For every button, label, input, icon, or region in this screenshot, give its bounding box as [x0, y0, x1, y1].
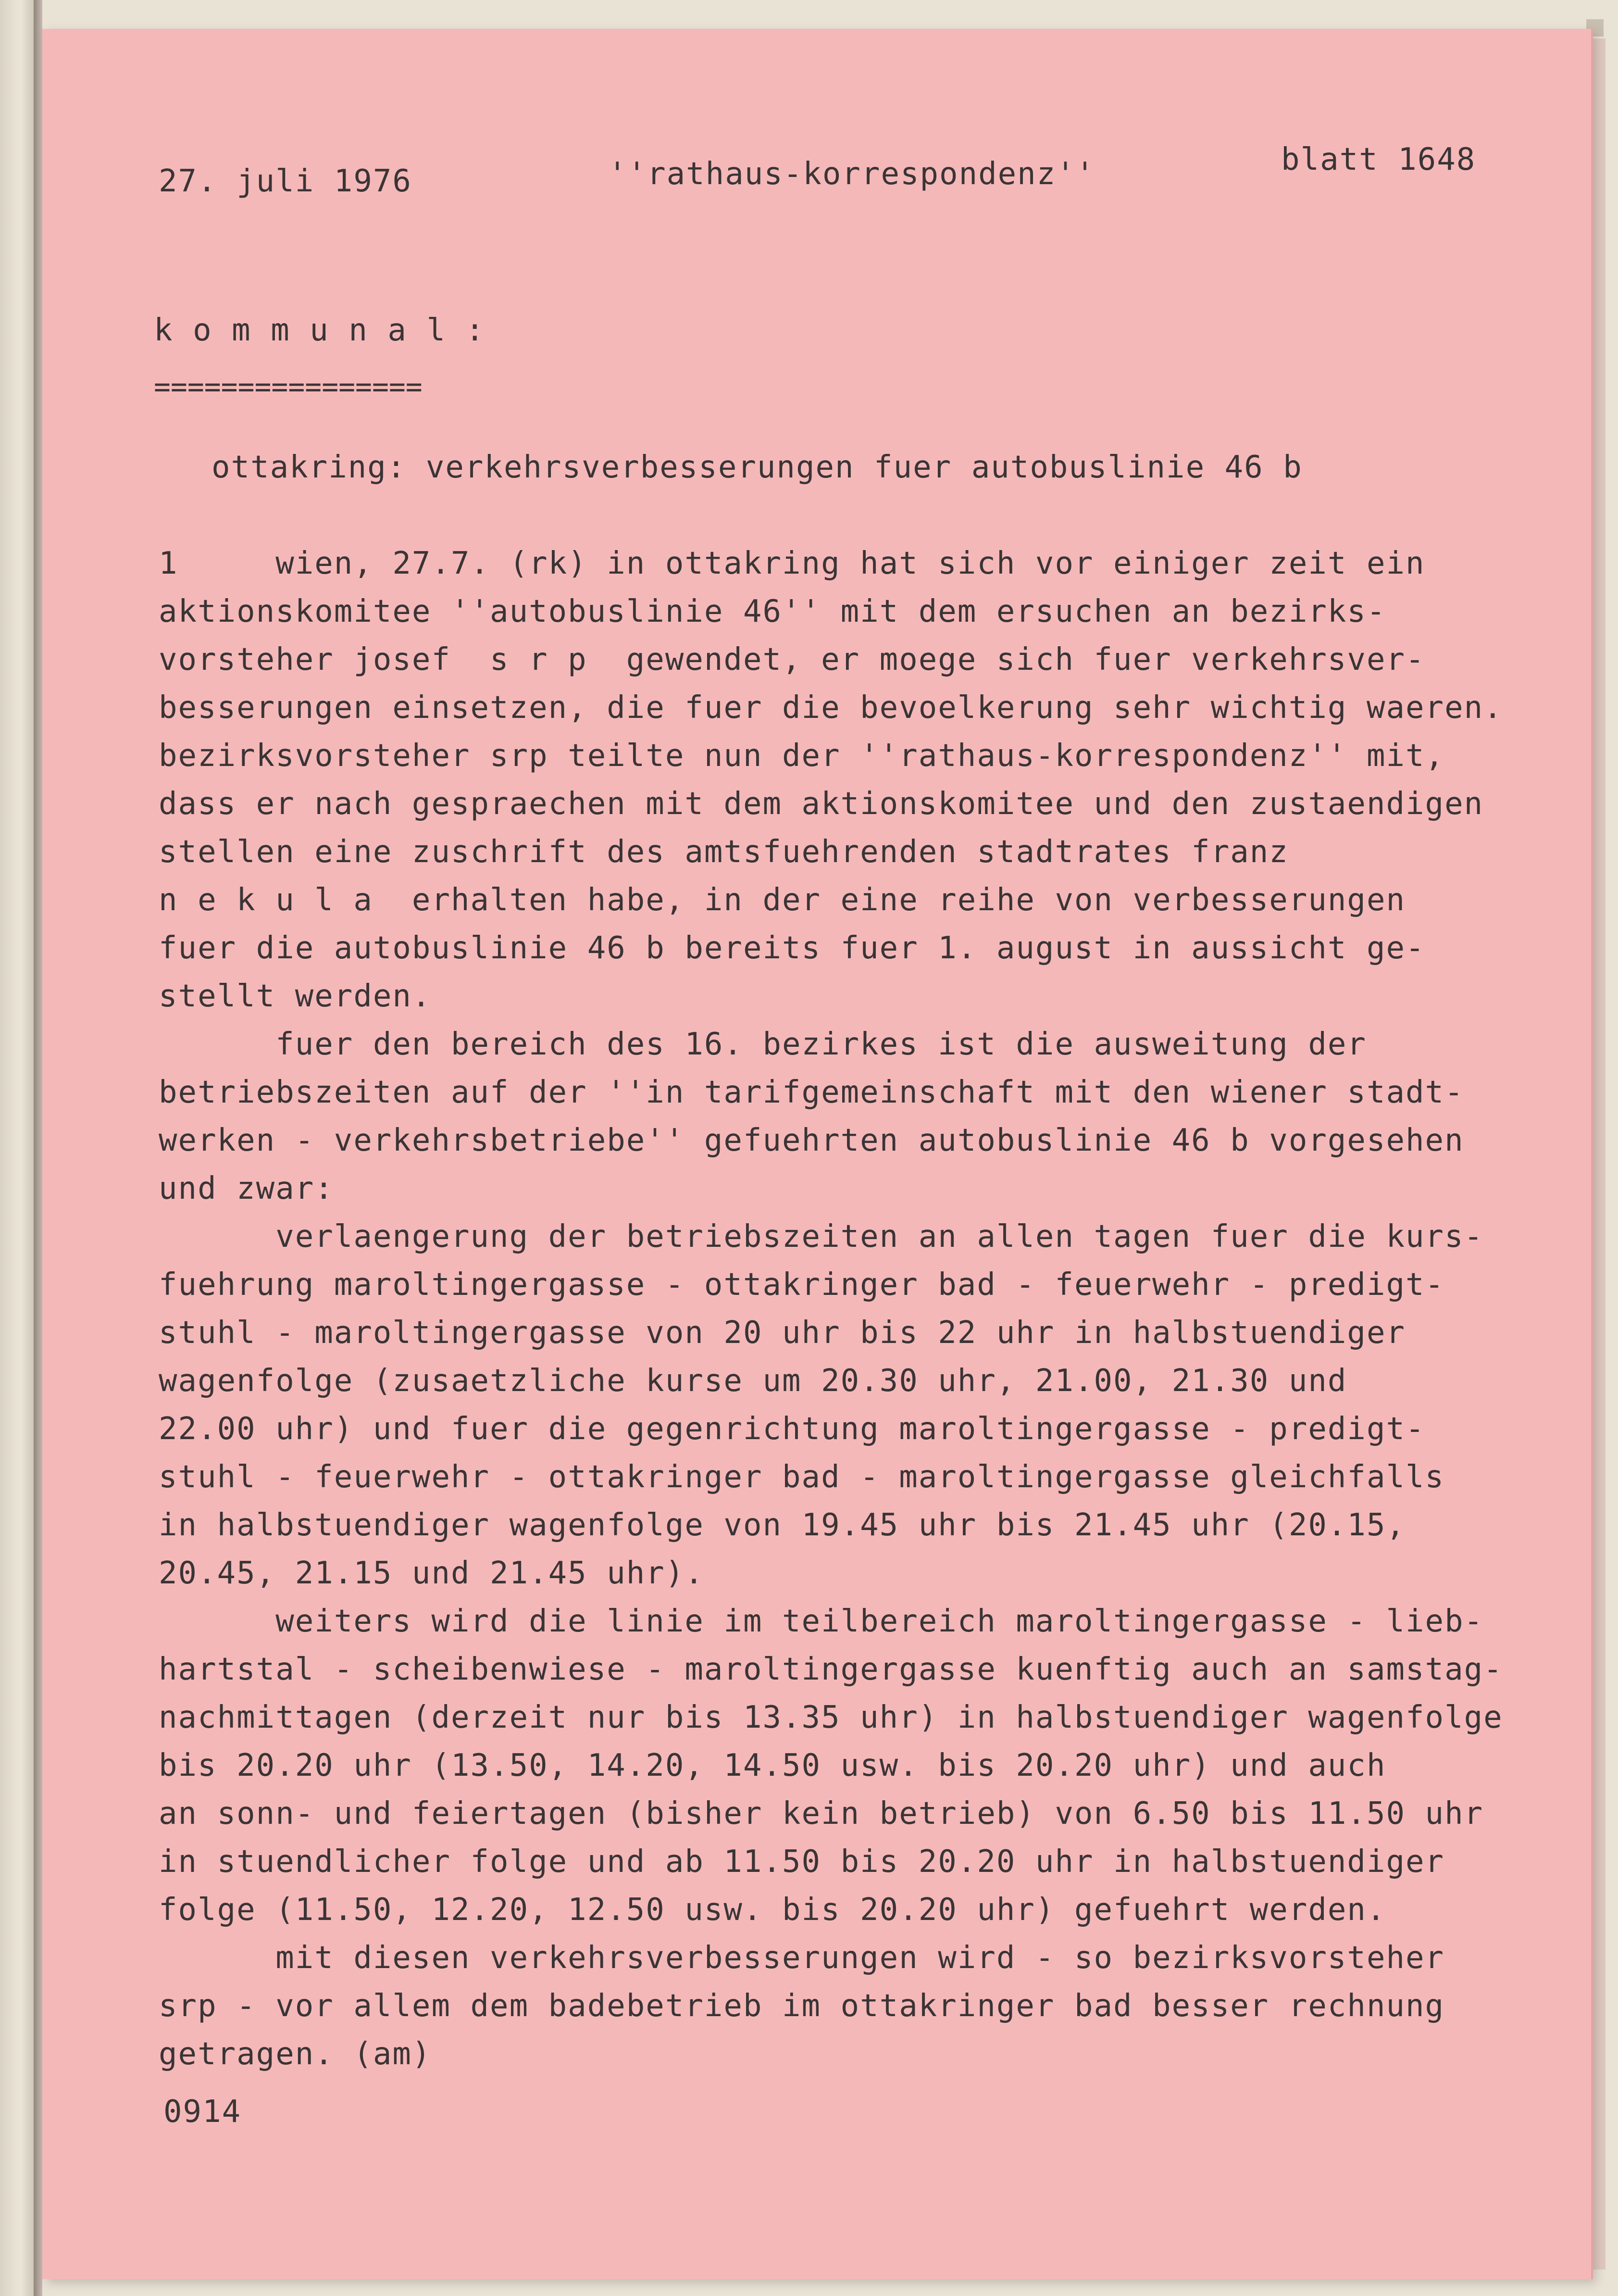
- body-line: dass er nach gespraechen mit dem aktionskomitee und den zustaendigen: [159, 786, 1484, 822]
- header-date: 27. juli 1976: [159, 163, 412, 199]
- body-line: stellen eine zuschrift des amtsfuehrenden stadtrates franz: [159, 834, 1289, 870]
- body-line: weiters wird die linie im teilbereich maroltingergasse - lieb-: [159, 1604, 1484, 1639]
- body-line: bis 20.20 uhr (13.50, 14.20, 14.50 usw. bis 20.20 uhr) und auch: [159, 1748, 1386, 1783]
- body-line: betriebszeiten auf der ''in tarifgemeinschaft mit den wiener stadt-: [159, 1075, 1464, 1110]
- body-line: srp - vor allem dem badebetrieb im ottakringer bad besser rechnung: [159, 1988, 1445, 2024]
- body-line: fuehrung maroltingergasse - ottakringer bad - feuerwehr - predigt-: [159, 1267, 1445, 1303]
- body-line: fuer den bereich des 16. bezirkes ist die ausweitung der: [159, 1027, 1367, 1062]
- body-line: und zwar:: [159, 1171, 334, 1206]
- body-line: n e k u l a erhalten habe, in der eine reihe von verbesserungen: [159, 882, 1406, 918]
- body-line: stuhl - maroltingergasse von 20 uhr bis 22 uhr in halbstuendiger: [159, 1315, 1406, 1351]
- footer-code: 0914: [163, 2094, 242, 2130]
- page-edge-right: [1591, 38, 1606, 2270]
- section-title: k o m m u n a l :: [154, 313, 485, 348]
- body-line: folge (11.50, 12.20, 12.50 usw. bis 20.20 uhr) gefuehrt werden.: [159, 1892, 1386, 1928]
- header-sheet-number: blatt 1648: [1281, 142, 1476, 177]
- body-line: 1 wien, 27.7. (rk) in ottakring hat sich vor einiger zeit ein: [159, 546, 1425, 581]
- body-line: in halbstuendiger wagenfolge von 19.45 uhr bis 21.45 uhr (20.15,: [159, 1507, 1406, 1543]
- body-line: besserungen einsetzen, die fuer die bevoelkerung sehr wichtig waeren.: [159, 690, 1503, 726]
- body-line: stellt werden.: [159, 979, 432, 1014]
- body-line: bezirksvorsteher srp teilte nun der ''rathaus-korrespondenz'' mit,: [159, 738, 1445, 774]
- body-line: in stuendlicher folge und ab 11.50 bis 20.20 uhr in halbstuendiger: [159, 1844, 1445, 1880]
- body-line: verlaengerung der betriebszeiten an allen tagen fuer die kurs-: [159, 1219, 1484, 1255]
- body-line: werken - verkehrsbetriebe'' gefuehrten autobuslinie 46 b vorgesehen: [159, 1123, 1464, 1158]
- body-line: aktionskomitee ''autobuslinie 46'' mit dem ersuchen an bezirks-: [159, 594, 1386, 629]
- body-line: 22.00 uhr) und fuer die gegenrichtung maroltingergasse - predigt-: [159, 1411, 1425, 1447]
- section-underline: ================: [154, 370, 423, 403]
- body-line: getragen. (am): [159, 2036, 432, 2072]
- body-line: nachmittagen (derzeit nur bis 13.35 uhr) in halbstuendiger wagenfolge: [159, 1700, 1503, 1735]
- scanner-left-edge: [0, 0, 34, 2296]
- body-line: 20.45, 21.15 und 21.45 uhr).: [159, 1556, 704, 1591]
- body-line: fuer die autobuslinie 46 b bereits fuer 1. august in aussicht ge-: [159, 930, 1425, 966]
- header-publication: ''rathaus-korrespondenz'': [608, 156, 1095, 192]
- headline: ottakring: verkehrsverbesserungen fuer autobuslinie 46 b: [212, 450, 1303, 485]
- body-line: vorsteher josef s r p gewendet, er moege sich fuer verkehrsver-: [159, 642, 1425, 678]
- body-line: mit diesen verkehrsverbesserungen wird - so bezirksvorsteher: [159, 1940, 1445, 1976]
- page-binding-shadow: [34, 0, 42, 2296]
- body-line: hartstal - scheibenwiese - maroltingergasse kuenftig auch an samstag-: [159, 1652, 1503, 1687]
- body-line: stuhl - feuerwehr - ottakringer bad - maroltingergasse gleichfalls: [159, 1459, 1445, 1495]
- body-line: an sonn- und feiertagen (bisher kein betrieb) von 6.50 bis 11.50 uhr: [159, 1796, 1484, 1832]
- body-line: wagenfolge (zusaetzliche kurse um 20.30 uhr, 21.00, 21.30 und: [159, 1363, 1347, 1399]
